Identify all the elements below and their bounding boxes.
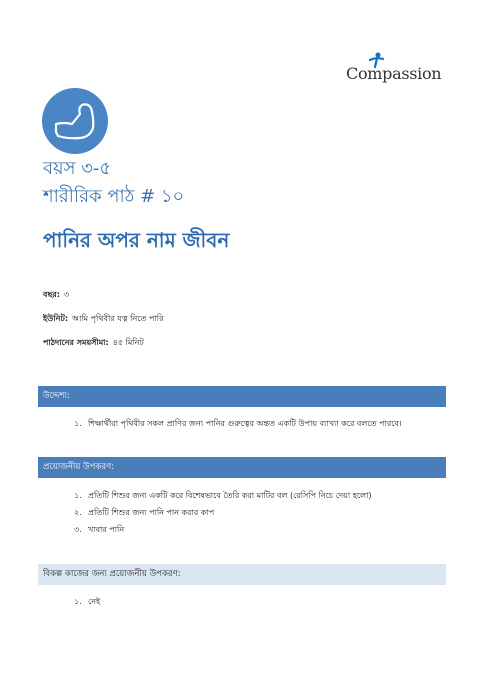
list-item: [74, 418, 402, 431]
flexed-arm-icon: [42, 88, 108, 154]
item-number: ২.: [74, 508, 82, 517]
meta-label: পাঠদানের সময়সীমা:: [43, 338, 109, 347]
item-number: ১.: [74, 419, 82, 428]
meta-duration: [43, 337, 144, 350]
item-number: ১.: [74, 597, 82, 606]
lesson-number: শারীরিক পাঠ # ১০: [43, 186, 185, 207]
list-item: [74, 596, 100, 609]
item-number: ৩.: [74, 525, 82, 534]
item-text: নেই: [88, 597, 101, 606]
list-item: [74, 524, 124, 537]
physical-badge: [42, 88, 108, 154]
meta-label: বছর:: [43, 290, 60, 299]
meta-value: ৪৫ মিনিট: [112, 338, 144, 347]
item-text: প্রতিটি শিশুর জন্য একটি করে বিশেষভাবে তৈরি করা মাটির বল (রেসিপি নিচে দেয়া হলো): [88, 491, 372, 500]
logo-text: Compassion: [346, 64, 442, 83]
compassion-logo: [346, 52, 446, 88]
item-text: শিক্ষার্থীরা পৃথিবীর সকল প্রাণির জন্য পানির গুরুত্বের অন্তত একটি উপায় ব্যাখ্যা করে বলতে পারবে।: [88, 419, 402, 428]
section-heading-alt-materials: বিকল্প কাজের জন্য প্রয়োজনীয় উপকরণ:: [38, 564, 446, 585]
section-heading-objectives: উদ্দেশ্য:: [38, 386, 446, 407]
item-number: ১.: [74, 491, 82, 500]
meta-value: ৩: [63, 290, 70, 299]
age-range: বয়স ৩-৫: [43, 158, 112, 179]
meta-label: ইউনিট:: [43, 314, 69, 323]
meta-unit: [43, 313, 164, 326]
list-item: [74, 507, 214, 520]
list-item: [74, 490, 372, 503]
meta-value: আমি পৃথিবীর যত্ন নিতে পারি: [72, 314, 164, 323]
section-heading-materials: প্রয়োজনীয় উপকরণ:: [38, 457, 446, 478]
meta-year: [43, 289, 69, 302]
item-text: প্রতিটি শিশুর জন্য পানি পান করার কাপ: [88, 508, 215, 517]
lesson-title: পানির অপর নাম জীবন: [43, 228, 230, 252]
item-text: খাবার পানি: [88, 525, 125, 534]
